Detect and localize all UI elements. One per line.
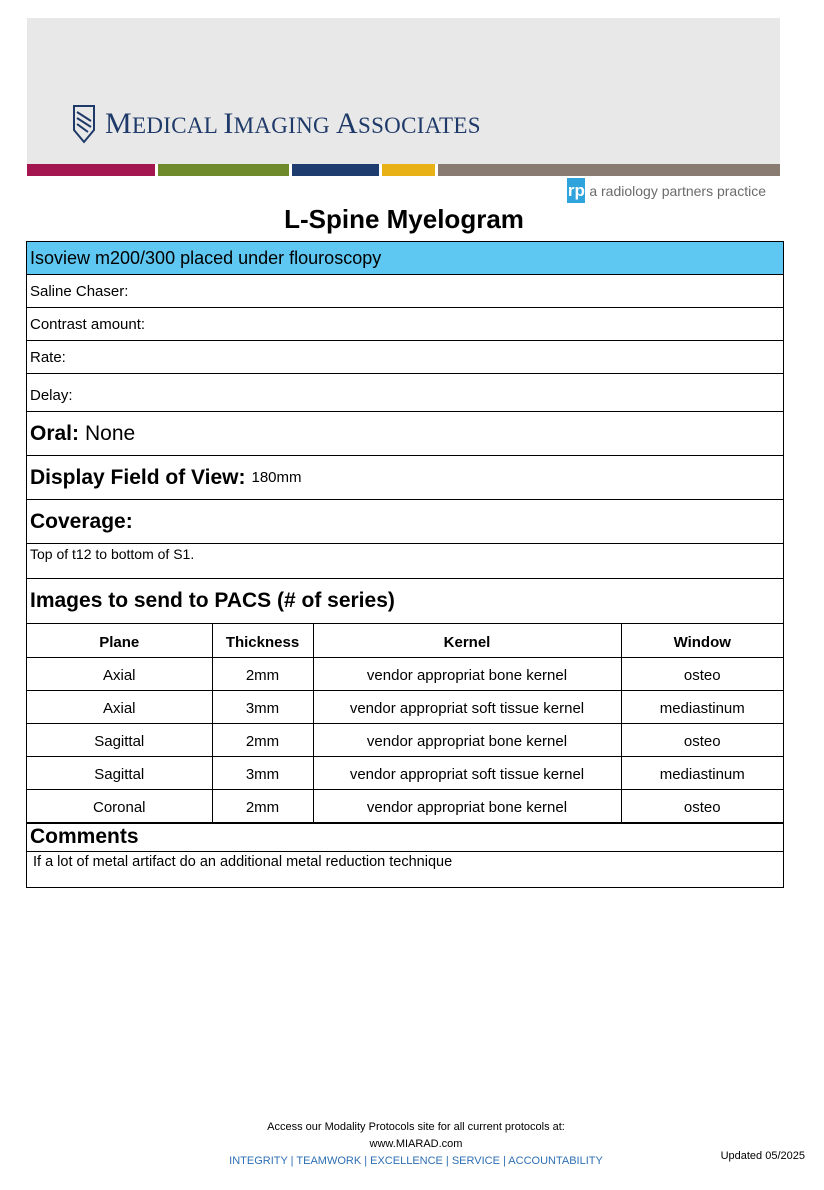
rate-row — [27, 341, 783, 374]
cell-plane: Sagittal — [27, 723, 212, 756]
comments-row — [27, 822, 783, 852]
header-plane: Plane — [27, 624, 212, 657]
footer — [0, 1119, 824, 1170]
table-row — [27, 756, 783, 789]
cell-plane: Axial — [27, 657, 212, 690]
logo — [73, 104, 481, 144]
footer-values: INTEGRITY | TEAMWORK | EXCELLENCE | SERVICE | ACCOUNTABILITY — [229, 1155, 603, 1167]
oral-row — [27, 412, 783, 456]
rate-label: Rate: — [30, 348, 66, 366]
header-kernel: Kernel — [313, 624, 621, 657]
comments-text-row — [27, 852, 783, 887]
cell-kernel: vendor appropriat bone kernel — [313, 657, 621, 690]
cell-window: osteo — [621, 657, 783, 690]
header-thickness: Thickness — [212, 624, 313, 657]
cell-thickness: 2mm — [212, 789, 313, 822]
color-stripes — [27, 164, 780, 176]
cell-thickness: 3mm — [212, 756, 313, 789]
images-label: Images to send to PACS (# of series) — [30, 589, 395, 612]
stripe-2 — [158, 164, 289, 176]
oral-label: Oral: — [30, 421, 80, 445]
coverage-row — [27, 500, 783, 544]
dfov-label: Display Field of View: — [30, 465, 246, 489]
stripe-3 — [292, 164, 379, 176]
header-window: Window — [621, 624, 783, 657]
comments-label: Comments — [30, 824, 139, 848]
stripe-5 — [438, 164, 780, 176]
rp-logo-icon: rp — [567, 178, 585, 203]
table-row — [27, 657, 783, 690]
stripe-1 — [27, 164, 155, 176]
cell-kernel: vendor appropriat bone kernel — [313, 789, 621, 822]
cell-kernel: vendor appropriat soft tissue kernel — [313, 690, 621, 723]
protocol-form — [26, 241, 784, 888]
stripe-4 — [382, 164, 435, 176]
table-row — [27, 690, 783, 723]
contrast-amount-label: Contrast amount: — [30, 315, 146, 333]
cell-kernel: vendor appropriat soft tissue kernel — [313, 756, 621, 789]
logo-wordmark: MEDICAL IMAGING ASSOCIATES — [105, 107, 481, 140]
dfov-value: 180mm — [251, 469, 302, 486]
partner-badge — [567, 178, 766, 203]
contrast-line — [27, 242, 783, 275]
footer-access-line: Access our Modality Protocols site for all current protocols at: — [267, 1121, 565, 1133]
contrast-line-text: Isoview m200/300 placed under flouroscopy — [30, 247, 382, 268]
cell-window: mediastinum — [621, 690, 783, 723]
delay-label: Delay: — [30, 387, 73, 404]
comments-text: If a lot of metal artifact do an additional metal reduction technique — [33, 854, 453, 870]
saline-chaser-row — [27, 275, 783, 308]
table-row — [27, 789, 783, 822]
delay-row — [27, 374, 783, 412]
cell-thickness: 2mm — [212, 657, 313, 690]
series-table — [27, 624, 783, 823]
partner-text: a radiology partners practice — [589, 182, 766, 199]
cell-window: mediastinum — [621, 756, 783, 789]
coverage-label: Coverage: — [30, 509, 133, 533]
page-title: L-Spine Myelogram — [284, 204, 524, 234]
letterhead — [27, 18, 780, 164]
coverage-text: Top of t12 to bottom of S1. — [30, 546, 195, 562]
cell-plane: Coronal — [27, 789, 212, 822]
shield-logo-icon — [73, 104, 95, 144]
cell-kernel: vendor appropriat bone kernel — [313, 723, 621, 756]
table-row — [27, 723, 783, 756]
coverage-text-row — [27, 544, 783, 579]
oral-value: None — [85, 421, 136, 445]
cell-window: osteo — [621, 723, 783, 756]
footer-url[interactable]: www.MIARAD.com — [369, 1138, 463, 1150]
cell-plane: Axial — [27, 690, 212, 723]
images-row — [27, 579, 783, 624]
series-table-row — [27, 624, 783, 824]
cell-thickness: 3mm — [212, 690, 313, 723]
dfov-row — [27, 456, 783, 500]
series-header-row — [27, 624, 783, 657]
cell-plane: Sagittal — [27, 756, 212, 789]
cell-window: osteo — [621, 789, 783, 822]
cell-thickness: 2mm — [212, 723, 313, 756]
contrast-amount-row — [27, 308, 783, 341]
saline-chaser-label: Saline Chaser: — [30, 282, 129, 300]
updated-date: Updated 05/2025 — [720, 1150, 805, 1162]
